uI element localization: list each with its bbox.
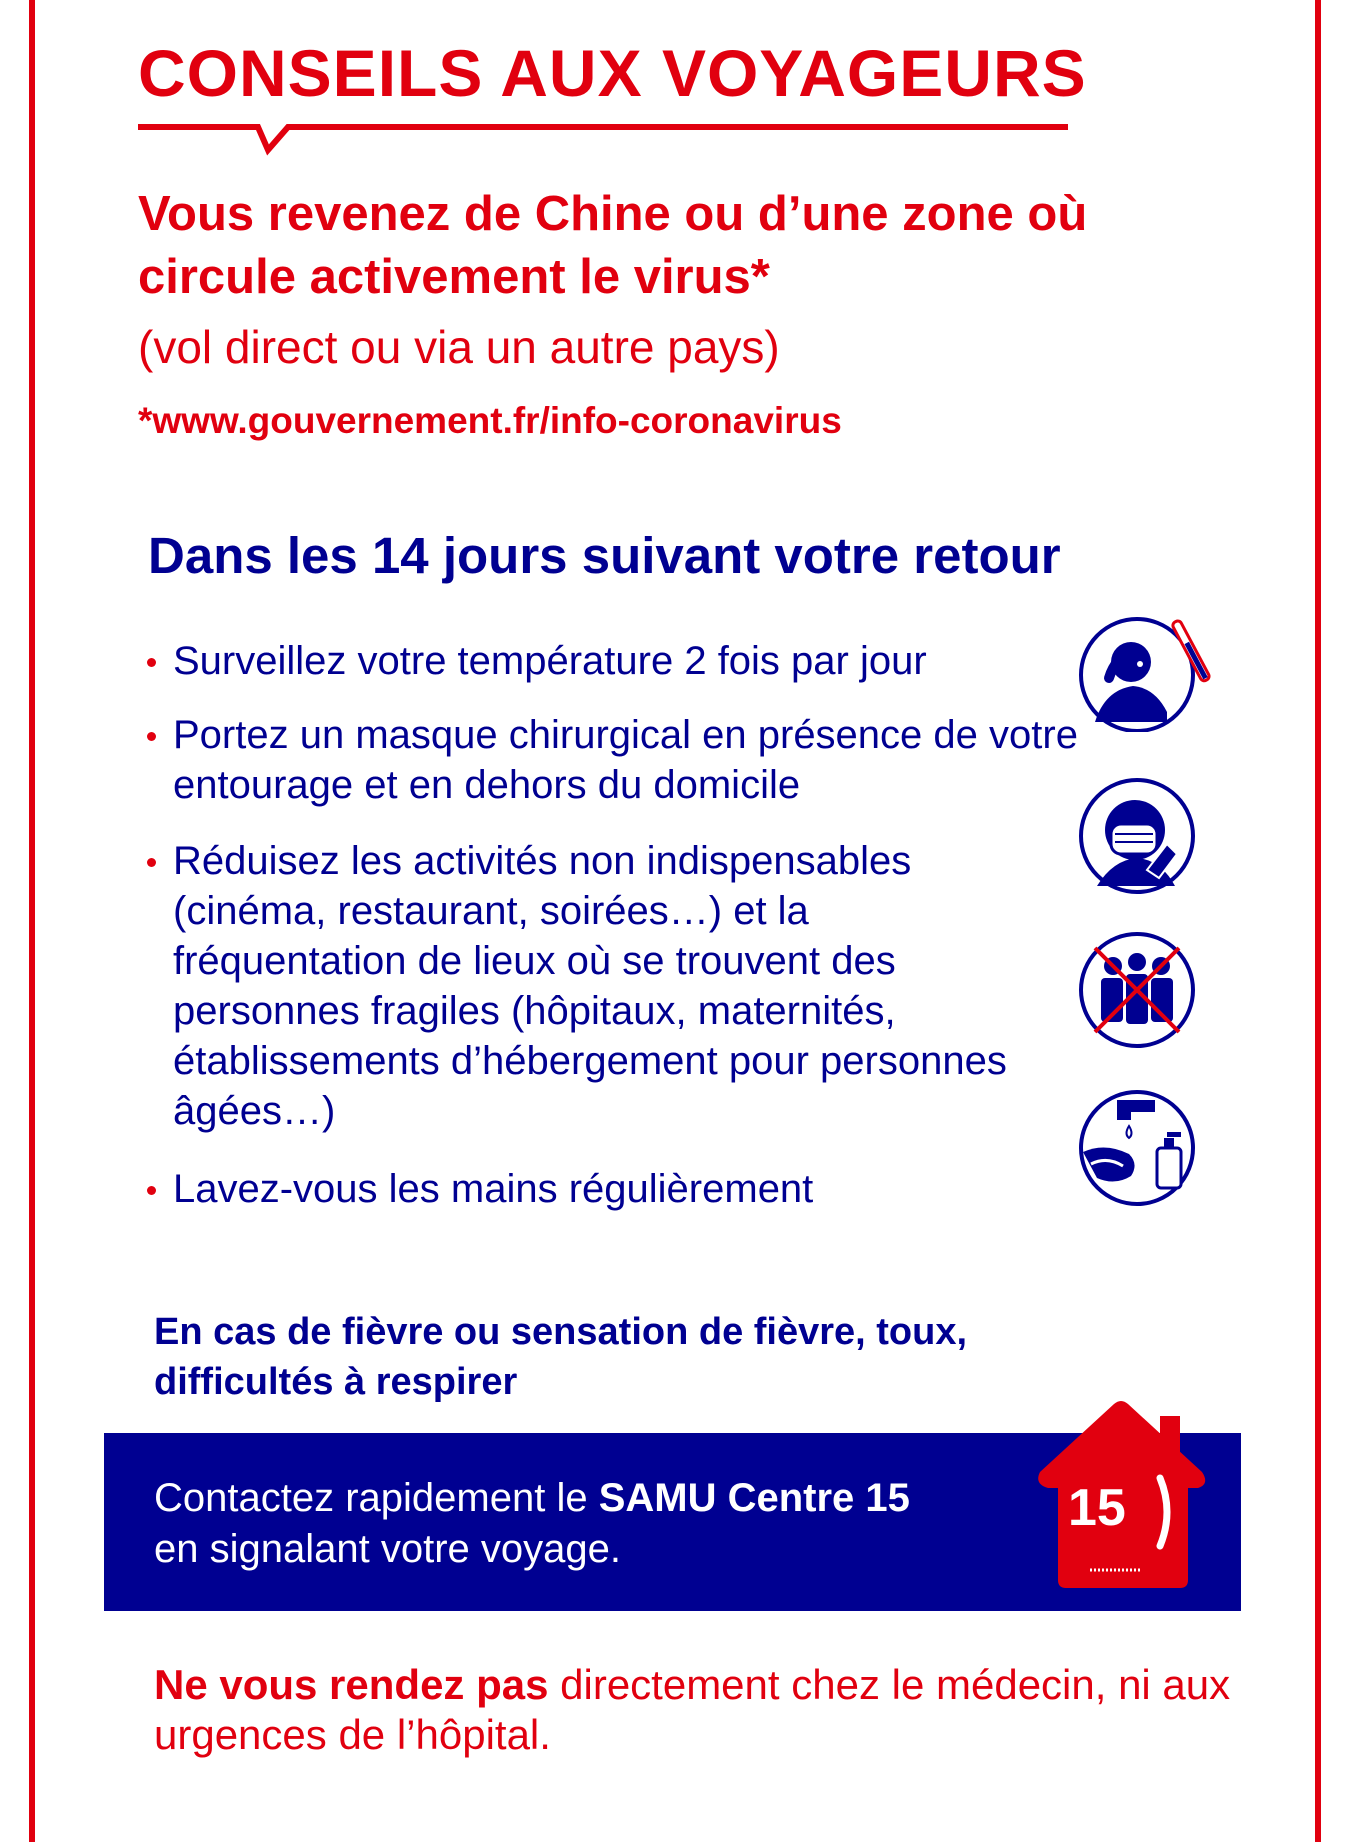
list-item: Lavez-vous les mains régulièrement xyxy=(147,1164,1103,1214)
no-crowd-icon xyxy=(1075,928,1199,1052)
contact-text xyxy=(154,1473,1054,1575)
warning-text xyxy=(154,1660,1254,1760)
info-link[interactable]: *www.gouvernement.fr/info-coronavirus xyxy=(138,400,842,441)
face-mask-icon xyxy=(1075,774,1199,898)
contact-suffix: en signalant votre voyage. xyxy=(154,1527,621,1571)
section-heading: Dans les 14 jours suivant votre retour xyxy=(148,527,1061,584)
warning-emphasis: Ne vous rendez pas xyxy=(154,1661,549,1708)
samu-number: 15 xyxy=(1068,1479,1126,1537)
symptoms-text: En cas de fièvre ou sensation de fièvre, toux, difficultés à respirer xyxy=(154,1311,968,1403)
contact-prefix: Contactez rapidement le xyxy=(154,1476,599,1520)
intro-headline: Vous revenez de Chine ou d’une zone où circule activement le virus* xyxy=(138,187,1088,304)
thermometer-icon xyxy=(1075,612,1225,732)
speech-bubble-underline xyxy=(138,0,1068,160)
hand-washing-icon xyxy=(1075,1086,1199,1210)
list-item: Portez un masque chirurgical en présence de votre entourage et en dehors du domicile xyxy=(147,710,1083,810)
list-item: Réduisez les activités non indispensables (cinéma, restaurant, soirées…) et la fréquentation de lieux où se trouvent des personnes fragiles (hôpitaux, maternités, établissements d’hébergement pour personnes âgées…) xyxy=(147,836,1023,1136)
left-border xyxy=(29,0,35,1842)
contact-samu: SAMU Centre 15 xyxy=(598,1476,910,1520)
intro-note: (vol direct ou via un autre pays) xyxy=(138,321,780,373)
right-border xyxy=(1315,0,1321,1842)
page-title: CONSEILS AUX VOYAGEURS xyxy=(138,36,1087,110)
warning-rest: directement chez le médecin, ni aux urgences de l’hôpital. xyxy=(154,1661,1231,1758)
list-item: Surveillez votre température 2 fois par jour xyxy=(147,636,1103,686)
